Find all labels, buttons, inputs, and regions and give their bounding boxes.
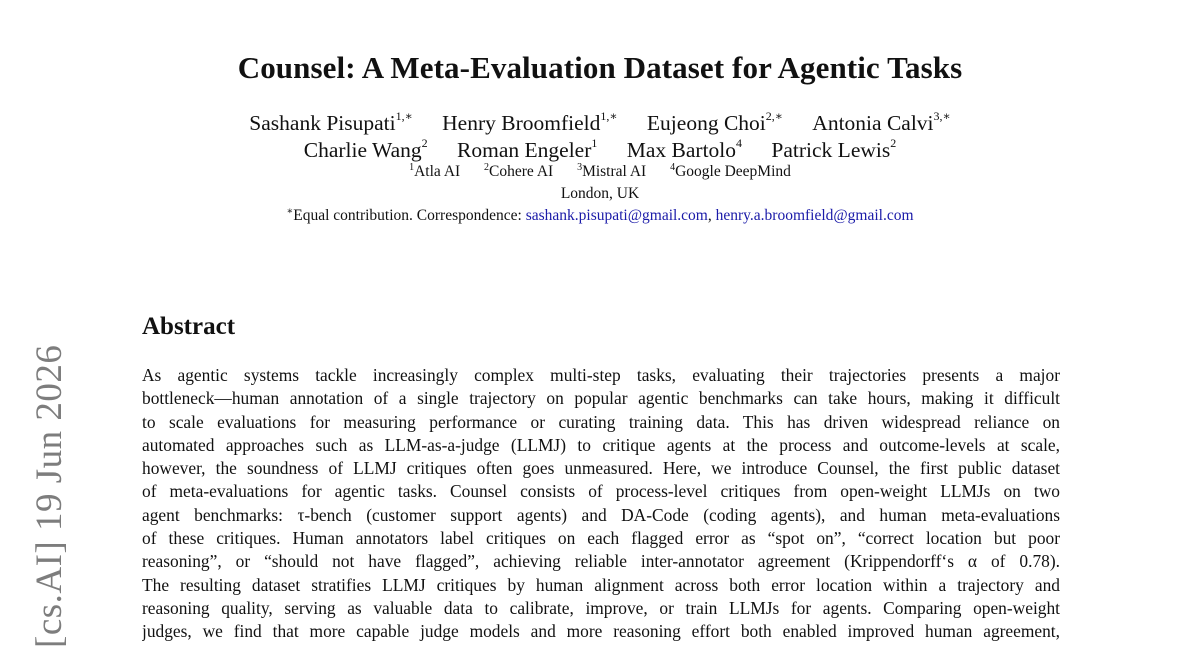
author-list-line-1 xyxy=(0,111,1200,136)
author: Charlie Wang$^2$ xyxy=(303,136,428,162)
email-link-2[interactable]: henry.a.broomfield@gmail.com xyxy=(715,207,914,224)
email-link-1[interactable]: sashank.pisupati@gmail.com xyxy=(525,207,708,224)
abstract-line: judges, we find that more capable judge models and more reasoning effort both enabled improved human agreement, xyxy=(142,621,1060,642)
abstract-line: reasoning”, or “should not have flagged”, achieving reliable inter-annotator agreement (Krippendorff‘s α of 0.78). xyxy=(142,551,1060,572)
affiliation: $^2$Cohere AI xyxy=(484,162,554,180)
abstract-line: agent benchmarks: τ-bench (customer support agents) and DA-Code (coding agents), and human meta-evaluations xyxy=(142,504,1060,525)
abstract-line: of meta-evaluations for agentic tasks. Counsel consists of process-level critiques from open-weight LLMJs on two xyxy=(142,481,1060,502)
abstract-heading: Abstract xyxy=(142,313,236,340)
affiliations xyxy=(0,163,1200,181)
author: Sashank Pisupati$^{1,∗}$ xyxy=(249,109,413,135)
author-list-line-2 xyxy=(0,138,1200,163)
affiliation: $^1$Atla AI xyxy=(409,162,461,180)
abstract-line: As agentic systems tackle increasingly complex multi-step tasks, evaluating their trajectories presents a major xyxy=(142,365,1060,385)
author: Antonia Calvi$^{3,∗}$ xyxy=(812,109,951,135)
contribution-note: ∗Equal contribution. Correspondence: sashank.pisupati@gmail.com, henry.a.broomfield@gmail.com xyxy=(286,206,914,224)
author-location: London, UK xyxy=(560,185,640,202)
abstract-body xyxy=(142,364,1060,644)
abstract-line: to scale evaluations for measuring performance or curating training data. This has driven widespread reliance on xyxy=(142,411,1060,432)
abstract-line: however, the soundness of LLMJ critiques often goes unmeasured. Here, we introduce Counsel, the first public dataset xyxy=(142,458,1060,479)
abstract-line: reasoning quality, serving as valuable data to calibrate, improve, or train LLMJs for agents. Comparing open-weight xyxy=(142,597,1060,618)
author: Patrick Lewis$^2$ xyxy=(771,136,897,162)
affiliation: $^4$Google DeepMind xyxy=(670,162,791,180)
abstract-line: bottleneck—human annotation of a single trajectory on popular agentic benchmarks can take hours, making it difficult xyxy=(142,388,1060,409)
author: Roman Engeler$^1$ xyxy=(457,136,598,162)
arxiv-stamp: [cs.AI] 19 Jun 2026 xyxy=(29,344,70,648)
abstract-line: The resulting dataset stratifies LLMJ critiques by human alignment across both error location within a trajectory and xyxy=(142,574,1060,595)
author: Henry Broomfield$^{1,∗}$ xyxy=(442,109,618,135)
abstract-line: of these critiques. Human annotators label critiques on each flagged error as “spot on”, “correct location but poor xyxy=(142,528,1060,549)
affiliation: $^3$Mistral AI xyxy=(577,162,647,180)
abstract-line: automated approaches such as LLM-as-a-judge (LLMJ) to critique agents at the process and outcome-levels at scale, xyxy=(142,434,1060,455)
paper-title: Counsel: A Meta-Evaluation Dataset for Agentic Tasks xyxy=(237,50,963,85)
author: Max Bartolo$^4$ xyxy=(626,136,743,162)
author: Eujeong Choi$^{2,∗}$ xyxy=(646,109,783,135)
